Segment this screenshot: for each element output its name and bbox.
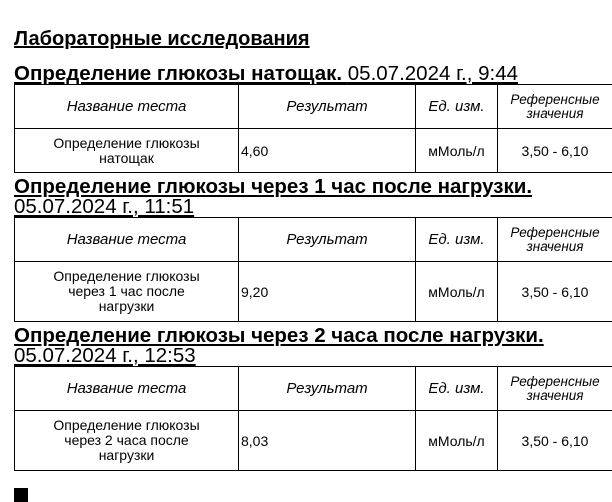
result-value: 8,03 bbox=[239, 411, 416, 471]
header-test-name: Название теста bbox=[15, 85, 239, 129]
block-title-2h bbox=[14, 326, 544, 366]
unit-value: мМоль/л bbox=[416, 129, 498, 173]
test-name-line: через 1 час после bbox=[17, 284, 236, 299]
header-unit: Ед. изм. bbox=[416, 367, 498, 411]
test-name-line: нагрузки bbox=[17, 299, 236, 314]
header-test-name: Название теста bbox=[15, 367, 239, 411]
table-row bbox=[15, 262, 612, 322]
test-name-cell bbox=[15, 129, 239, 173]
header-result: Результат bbox=[239, 85, 416, 129]
block-title-1h bbox=[14, 177, 532, 217]
header-reference-line1: Референсные bbox=[500, 226, 610, 240]
reference-value: 3,50 - 6,10 bbox=[498, 129, 612, 173]
reference-value: 3,50 - 6,10 bbox=[498, 411, 612, 471]
test-datetime: 05.07.2024 г., 11:51 bbox=[14, 197, 532, 217]
header-reference bbox=[498, 367, 612, 411]
results-table-fasting bbox=[14, 84, 612, 173]
result-value: 9,20 bbox=[239, 262, 416, 322]
header-result: Результат bbox=[239, 218, 416, 262]
table-header-row bbox=[15, 218, 612, 262]
unit-value: мМоль/л bbox=[416, 262, 498, 322]
test-name-cell bbox=[15, 262, 239, 322]
table-row bbox=[15, 129, 612, 173]
header-reference-line2: значения bbox=[500, 240, 610, 254]
table-header-row bbox=[15, 367, 612, 411]
unit-value: мМоль/л bbox=[416, 411, 498, 471]
table-row bbox=[15, 411, 612, 471]
block-title-fasting bbox=[14, 64, 518, 84]
header-reference bbox=[498, 85, 612, 129]
header-unit: Ед. изм. bbox=[416, 85, 498, 129]
test-datetime: 05.07.2024 г., 12:53 bbox=[14, 346, 544, 366]
table-header-row bbox=[15, 85, 612, 129]
results-table-2h bbox=[14, 366, 612, 471]
test-name-line: Определение глюкозы bbox=[17, 136, 236, 151]
test-name-cell bbox=[15, 411, 239, 471]
header-result: Результат bbox=[239, 367, 416, 411]
test-title: Определение глюкозы натощак. bbox=[14, 62, 342, 85]
header-unit: Ед. изм. bbox=[416, 218, 498, 262]
section-title: Лабораторные исследования bbox=[14, 28, 310, 51]
test-name-line: Определение глюкозы bbox=[17, 269, 236, 284]
test-datetime: 05.07.2024 г., 9:44 bbox=[348, 62, 518, 85]
test-name-line: натощак bbox=[17, 151, 236, 166]
reference-value: 3,50 - 6,10 bbox=[498, 262, 612, 322]
header-reference-line2: значения bbox=[500, 107, 610, 121]
header-reference-line1: Референсные bbox=[500, 93, 610, 107]
test-title: Определение глюкозы через 1 час после нагрузки. bbox=[14, 177, 532, 197]
test-name-line: через 2 часа после bbox=[17, 433, 236, 448]
test-title: Определение глюкозы через 2 часа после нагрузки. bbox=[14, 326, 544, 346]
test-name-line: Определение глюкозы bbox=[17, 418, 236, 433]
result-value: 4,60 bbox=[239, 129, 416, 173]
test-name-line: нагрузки bbox=[17, 448, 236, 463]
header-reference-line1: Референсные bbox=[500, 375, 610, 389]
header-test-name: Название теста bbox=[15, 218, 239, 262]
header-reference bbox=[498, 218, 612, 262]
results-table-1h bbox=[14, 217, 612, 322]
header-reference-line2: значения bbox=[500, 389, 610, 403]
